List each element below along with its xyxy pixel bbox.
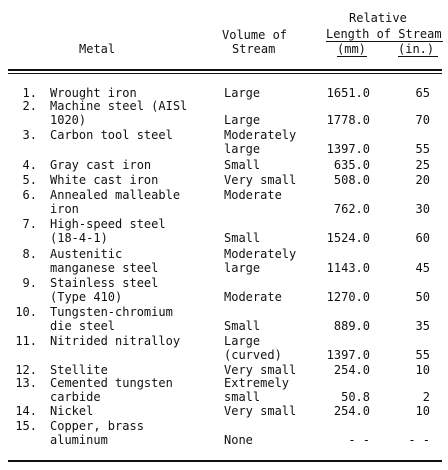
row-index: 15.	[15, 419, 37, 433]
volume-of-stream: Moderately	[224, 247, 297, 261]
volume-of-stream: Large	[224, 334, 261, 348]
metal-name: Wrought iron	[50, 86, 137, 100]
volume-of-stream: Very small	[224, 363, 297, 377]
header-mm-underline	[337, 56, 367, 57]
metal-name: Tungsten-chromium	[50, 305, 173, 319]
length-mm: 508.0	[333, 173, 370, 187]
header-mm: (mm)	[337, 42, 366, 56]
length-in: 65	[415, 86, 430, 100]
length-in: 70	[415, 112, 430, 127]
metal-name: White cast iron	[50, 173, 159, 187]
length-mm: 1524.0	[326, 230, 370, 245]
length-in: - -	[408, 432, 430, 447]
metal-name: aluminum	[50, 432, 108, 447]
header-relative: Relative	[349, 11, 407, 25]
length-in: 50	[415, 289, 430, 304]
volume-of-stream: Moderate	[224, 289, 282, 304]
volume-of-stream: None	[224, 432, 253, 447]
length-mm: 635.0	[333, 158, 370, 172]
volume-of-stream: (curved)	[224, 347, 282, 362]
row-index: 4.	[22, 158, 37, 172]
header-rule-thick	[8, 69, 442, 71]
length-mm: - -	[348, 432, 370, 447]
header-in: (in.)	[398, 42, 435, 56]
length-mm: 1397.0	[326, 141, 370, 156]
metal-name: Nitrided nitralloy	[50, 334, 181, 348]
row-index: 5.	[22, 173, 37, 187]
row-index: 11.	[15, 334, 37, 348]
metal-name: (Type 410)	[50, 289, 123, 304]
header-volume-line2: Stream	[232, 42, 276, 56]
volume-of-stream: large	[224, 141, 261, 156]
length-mm: 254.0	[333, 363, 370, 377]
metal-name: (18-4-1)	[50, 230, 108, 245]
volume-of-stream: Large	[224, 112, 261, 127]
length-in: 55	[415, 141, 430, 156]
length-mm: 254.0	[333, 404, 370, 418]
metal-name: Austenitic	[50, 247, 123, 261]
volume-of-stream: large	[224, 260, 261, 275]
length-mm: 1270.0	[326, 289, 370, 304]
length-mm: 1778.0	[326, 112, 370, 127]
length-in: 20	[415, 173, 430, 187]
length-in: 2	[422, 389, 430, 404]
row-index: 8.	[22, 247, 37, 261]
length-in: 30	[415, 201, 430, 216]
length-mm: 50.8	[341, 389, 370, 404]
row-index: 7.	[22, 217, 37, 231]
metal-name: 1020)	[50, 112, 87, 127]
volume-of-stream: Small	[224, 230, 261, 245]
header-in-underline	[398, 56, 438, 57]
metal-name: Nickel	[50, 404, 94, 418]
metal-name: Gray cast iron	[50, 158, 152, 172]
row-index: 3.	[22, 128, 37, 142]
length-in: 25	[415, 158, 430, 172]
metal-name: die steel	[50, 318, 116, 333]
metal-name: Annealed malleable	[50, 188, 181, 202]
row-index: 10.	[15, 305, 37, 319]
length-in: 10	[415, 404, 430, 418]
length-in: 60	[415, 230, 430, 245]
length-mm: 1143.0	[326, 260, 370, 275]
metal-name: High-speed steel	[50, 217, 166, 231]
row-index: 12.	[15, 363, 37, 377]
volume-of-stream: small	[224, 389, 261, 404]
length-in: 35	[415, 318, 430, 333]
header-rule-thin	[8, 73, 442, 74]
metal-name: Stainless steel	[50, 276, 159, 290]
length-in: 10	[415, 363, 430, 377]
volume-of-stream: Large	[224, 86, 261, 100]
volume-of-stream: Small	[224, 158, 261, 172]
header-volume-line1: Volume of	[222, 28, 288, 42]
volume-of-stream: Small	[224, 318, 261, 333]
volume-of-stream: Moderately	[224, 128, 297, 142]
volume-of-stream: Very small	[224, 404, 297, 418]
row-index: 13.	[15, 376, 37, 390]
metal-name: Machine steel (AISl	[50, 99, 188, 113]
length-in: 45	[415, 260, 430, 275]
metal-name: iron	[50, 201, 79, 216]
length-mm: 889.0	[333, 318, 370, 333]
metal-name: Stellite	[50, 363, 108, 377]
bottom-rule	[8, 460, 442, 462]
volume-of-stream: Very small	[224, 173, 297, 187]
length-mm: 1397.0	[326, 347, 370, 362]
metal-name: Copper, brass	[50, 419, 144, 433]
length-in: 55	[415, 347, 430, 362]
metal-name: carbide	[50, 389, 101, 404]
row-index: 2.	[22, 99, 37, 113]
row-index: 1.	[22, 86, 37, 100]
volume-of-stream: Extremely	[224, 376, 290, 390]
metal-name: manganese steel	[50, 260, 159, 275]
header-length-of-stream: Length of Stream	[326, 27, 442, 41]
row-index: 14.	[15, 404, 37, 418]
header-metal: Metal	[79, 42, 116, 56]
volume-of-stream: Moderate	[224, 188, 282, 202]
metal-name: Carbon tool steel	[50, 128, 173, 142]
length-mm: 762.0	[333, 201, 370, 216]
row-index: 9.	[22, 276, 37, 290]
row-index: 6.	[22, 188, 37, 202]
length-mm: 1651.0	[326, 86, 370, 100]
metal-name: Cemented tungsten	[50, 376, 173, 390]
